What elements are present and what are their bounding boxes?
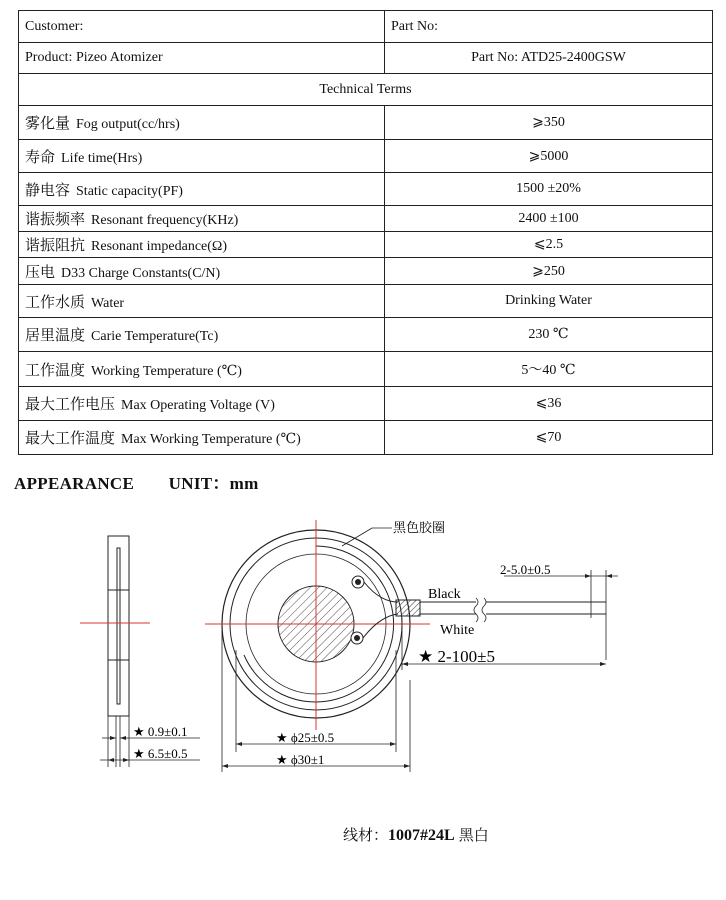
- spec-name-zh: 静电容: [25, 180, 71, 199]
- spec-name-cell: [19, 173, 385, 206]
- partno-value-cell: Part No: ATD25-2400GSW: [385, 43, 713, 74]
- black-wire-label: Black: [428, 587, 461, 602]
- spec-name-cell: [19, 232, 385, 258]
- spec-row: [19, 258, 713, 285]
- partno-label-cell: Part No:: [385, 11, 713, 43]
- unit-label: UNIT：mm: [168, 474, 259, 493]
- spec-value-cell: ⩾250: [385, 258, 713, 285]
- spec-name-en: Max Working Temperature (℃): [121, 432, 301, 447]
- inner-dia-dim: ★ ϕ25±0.5: [276, 730, 335, 745]
- customer-cell: Customer:: [19, 11, 385, 43]
- spec-name-en: Water: [91, 295, 125, 311]
- spec-name-zh: 最大工作电压: [25, 395, 116, 413]
- spec-row: [19, 421, 713, 455]
- spec-name-zh: 工作水质: [25, 292, 86, 311]
- spec-name-zh: 寿命: [25, 147, 56, 166]
- spec-name-cell: [19, 421, 385, 455]
- spec-name-zh: 工作温度: [25, 360, 86, 379]
- rubber-ring-label: 黑色胶圈: [393, 521, 446, 536]
- spec-row: [19, 352, 713, 387]
- spec-row: [19, 173, 713, 206]
- spec-name-zh: 居里温度: [25, 326, 86, 344]
- header-row: [19, 11, 713, 43]
- spec-name-en: Fog output(cc/hrs): [76, 117, 180, 132]
- spec-name-en: Carie Temperature(Tc): [91, 329, 219, 344]
- spec-name-zh: 压电: [25, 262, 56, 281]
- spec-name-en: D33 Charge Constants(C/N): [61, 265, 221, 281]
- spec-value-cell: ⩾5000: [385, 140, 713, 173]
- spec-table: [18, 10, 713, 455]
- section-row: [19, 74, 713, 106]
- appearance-drawing: [0, 490, 726, 790]
- product-row: [19, 43, 713, 74]
- spec-name-zh: 谐振阻抗: [25, 236, 86, 254]
- spec-row: [19, 206, 713, 232]
- section-title: Technical Terms: [19, 74, 713, 106]
- spec-name-cell: [19, 140, 385, 173]
- spec-value-cell: ⩽70: [385, 421, 713, 455]
- product-cell: Product: Pizeo Atomizer: [19, 43, 385, 74]
- spec-name-cell: [19, 258, 385, 285]
- spec-name-en: Resonant impedance(Ω): [91, 239, 227, 254]
- front-view: [205, 520, 618, 772]
- spec-value-cell: 230 ℃: [385, 318, 713, 352]
- spec-value-cell: 1500 ±20%: [385, 173, 713, 206]
- spec-name-en: Working Temperature (℃): [91, 363, 242, 379]
- spec-name-cell: [19, 387, 385, 421]
- spec-name-cell: [19, 318, 385, 352]
- wire-colors: 黑白: [458, 826, 489, 844]
- spec-name-cell: [19, 106, 385, 140]
- side-view: [80, 536, 200, 767]
- spec-name-zh: 雾化量: [25, 114, 71, 132]
- wire-label: 线材：: [343, 826, 389, 844]
- spec-row: [19, 140, 713, 173]
- spec-name-cell: [19, 285, 385, 318]
- spec-row: [19, 387, 713, 421]
- strip-length-dim: 2-5.0±0.5: [500, 562, 551, 577]
- spec-row: [19, 106, 713, 140]
- wire-note: [343, 824, 489, 845]
- spec-value-cell: 2400 ±100: [385, 206, 713, 232]
- spec-name-zh: 谐振频率: [25, 210, 86, 228]
- spec-name-cell: [19, 352, 385, 387]
- spec-value-cell: Drinking Water: [385, 285, 713, 318]
- spec-row: [19, 232, 713, 258]
- spec-value-cell: ⩽36: [385, 387, 713, 421]
- spec-name-en: Life time(Hrs): [61, 150, 143, 166]
- spec-name-en: Static capacity(PF): [76, 183, 183, 199]
- wire-length-dim: ★ 2-100±5: [418, 647, 495, 666]
- spec-name-en: Max Operating Voltage (V): [121, 398, 275, 413]
- spec-name-en: Resonant frequency(KHz): [91, 213, 239, 228]
- white-wire-label: White: [440, 623, 475, 638]
- outer-dia-dim: ★ ϕ30±1: [276, 752, 325, 767]
- spec-value-cell: 5～40 ℃: [385, 352, 713, 387]
- spec-name-cell: [19, 206, 385, 232]
- appearance-title: APPEARANCE: [14, 474, 135, 493]
- wire-spec: 1007#24L: [388, 827, 455, 844]
- spec-name-zh: 最大工作温度: [25, 429, 116, 447]
- side-width-dim: ★ 6.5±0.5: [133, 746, 188, 761]
- thickness-dim: ★ 0.9±0.1: [133, 724, 188, 739]
- spec-rows: [19, 106, 713, 455]
- spec-value-cell: ⩾350: [385, 106, 713, 140]
- spec-row: [19, 318, 713, 352]
- spec-row: [19, 285, 713, 318]
- spec-value-cell: ⩽2.5: [385, 232, 713, 258]
